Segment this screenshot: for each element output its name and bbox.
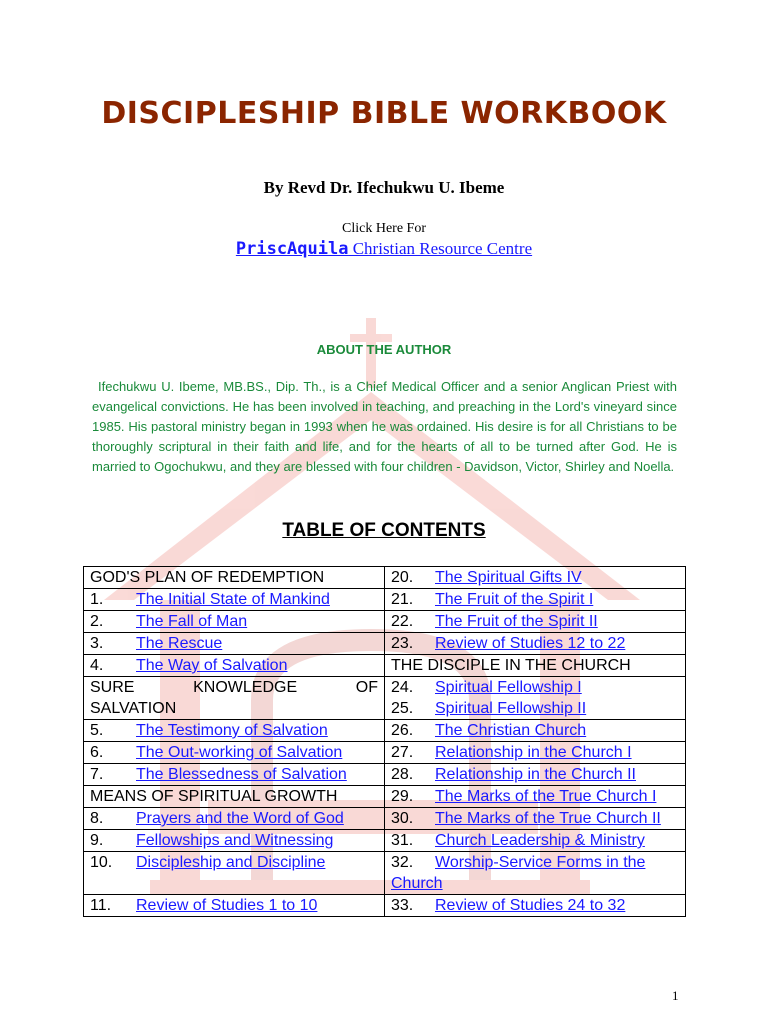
toc-number: 29. (391, 788, 414, 805)
toc-number: 6. (90, 744, 104, 761)
toc-cell-left[interactable] (84, 742, 385, 764)
table-row (84, 611, 686, 633)
toc-cell-right (385, 655, 686, 677)
about-author-heading: ABOUT THE AUTHOR (316, 342, 452, 357)
table-row (84, 852, 686, 874)
document-title: DISCIPLESHIP BIBLE WORKBOOK (101, 96, 667, 131)
toc-cell-left (84, 786, 385, 808)
table-row (84, 589, 686, 611)
toc-cell-left[interactable] (84, 611, 385, 633)
table-row (84, 633, 686, 655)
toc-number: 11. (90, 897, 112, 914)
toc-cell-left (84, 873, 385, 895)
table-row (84, 786, 686, 808)
toc-number: 31. (391, 832, 414, 849)
toc-link[interactable]: Worship-Service Forms in the (435, 854, 646, 871)
table-of-contents-heading: TABLE OF CONTENTS (282, 520, 486, 541)
toc-link[interactable]: The Testimony of Salvation (136, 722, 328, 739)
toc-cell-right[interactable] (385, 611, 686, 633)
toc-cell-left[interactable] (84, 633, 385, 655)
toc-number: 5. (90, 722, 104, 739)
toc-cell-left[interactable] (84, 655, 385, 677)
toc-link[interactable]: Fellowships and Witnessing (136, 832, 334, 849)
toc-cell-right[interactable] (385, 698, 686, 720)
toc-number: 4. (90, 657, 104, 674)
toc-cell-right[interactable] (385, 633, 686, 655)
page-number: 1 (672, 988, 679, 1003)
author-byline: By Revd Dr. Ifechukwu U. Ibeme (263, 178, 505, 197)
toc-cell-right[interactable] (385, 567, 686, 589)
toc-link[interactable]: The Christian Church (435, 722, 587, 739)
toc-link[interactable]: Prayers and the Word of God (136, 810, 344, 827)
toc-link[interactable]: The Blessedness of Salvation (136, 766, 347, 783)
toc-number: 25. (391, 700, 414, 717)
toc-number: 7. (90, 766, 104, 783)
toc-section-heading: GOD'S PLAN OF REDEMPTION (90, 569, 325, 586)
toc-cell-right[interactable] (385, 786, 686, 808)
toc-cell-left[interactable] (84, 720, 385, 742)
toc-cell-left[interactable] (84, 852, 385, 874)
toc-number: 27. (391, 744, 414, 761)
table-row (84, 895, 686, 917)
toc-number: 21. (391, 591, 414, 608)
toc-number: 3. (90, 635, 104, 652)
toc-link[interactable]: Spiritual Fellowship I (435, 679, 582, 696)
toc-number: 24. (391, 679, 414, 696)
toc-number: 20. (391, 569, 414, 586)
toc-link[interactable]: Spiritual Fellowship II (435, 700, 587, 717)
toc-link[interactable]: The Fruit of the Spirit I (435, 591, 594, 608)
click-here-text: Click Here For (342, 221, 426, 236)
toc-link[interactable]: Relationship in the Church II (435, 766, 636, 783)
table-row (84, 567, 686, 589)
toc-section-heading: SURE KNOWLEDGE OF (90, 679, 378, 696)
toc-link[interactable]: The Fruit of the Spirit II (435, 613, 598, 630)
toc-cell-right[interactable] (385, 830, 686, 852)
about-author-paragraph: Ifechukwu U. Ibeme, MB.BS., Dip. Th., is a Chief Medical Officer and a senior Anglican Priest with evangelical convictions. He has been involved in teaching, and preaching in the Lord's vineyard since 1985. His pastoral ministry began in 1993 when he was ordained. His desire is for all Christians to be thoroughly scriptural in their faith and life, and for the hearts of all to be turned after God. He is married to Ogochukwu, and they are blessed with four children - Davidson, Victor, Shirley and Noella. (92, 379, 677, 474)
toc-cell-right[interactable] (385, 742, 686, 764)
toc-cell-right[interactable] (385, 808, 686, 830)
table-row (84, 655, 686, 677)
toc-cell-right[interactable] (385, 764, 686, 786)
table-row (84, 742, 686, 764)
toc-link[interactable]: The Way of Salvation (136, 657, 288, 674)
toc-link[interactable]: The Spiritual Gifts IV (435, 569, 582, 586)
toc-link[interactable]: The Fall of Man (136, 613, 248, 630)
table-row (84, 764, 686, 786)
toc-link[interactable]: Relationship in the Church I (435, 744, 632, 761)
table-row (84, 830, 686, 852)
toc-link[interactable]: Church (391, 875, 443, 892)
table-row (84, 720, 686, 742)
toc-number: 22. (391, 613, 414, 630)
toc-number: 28. (391, 766, 414, 783)
resource-centre-text[interactable]: Christian Resource Centre (348, 239, 533, 258)
table-of-contents (83, 566, 686, 917)
toc-cell-left (84, 698, 385, 720)
toc-link[interactable]: Review of Studies 24 to 32 (435, 897, 626, 914)
toc-link[interactable]: The Marks of the True Church I (435, 788, 657, 805)
toc-link[interactable]: The Rescue (136, 635, 223, 652)
table-row (84, 677, 686, 699)
table-row (84, 873, 686, 895)
toc-cell-right[interactable] (385, 720, 686, 742)
toc-number: 9. (90, 832, 104, 849)
toc-link[interactable]: The Initial State of Mankind (136, 591, 330, 608)
toc-number: 1. (90, 591, 104, 608)
toc-cell-left[interactable] (84, 895, 385, 917)
toc-link[interactable]: Discipleship and Discipline (136, 854, 326, 871)
toc-cell-left (84, 677, 385, 699)
toc-cell-left[interactable] (84, 808, 385, 830)
toc-link[interactable]: Review of Studies 1 to 10 (136, 897, 318, 914)
toc-number: 2. (90, 613, 104, 630)
toc-section-heading: SALVATION (90, 700, 177, 717)
toc-number: 8. (90, 810, 104, 827)
toc-cell-left[interactable] (84, 830, 385, 852)
toc-cell-left[interactable] (84, 589, 385, 611)
toc-number: 26. (391, 722, 414, 739)
toc-cell-left (84, 567, 385, 589)
toc-cell-left[interactable] (84, 764, 385, 786)
toc-number: 30. (391, 810, 414, 827)
toc-number: 10. (90, 854, 113, 871)
resource-centre-link[interactable] (0, 239, 768, 259)
toc-number: 32. (391, 854, 414, 871)
table-row (84, 698, 686, 720)
toc-number: 33. (391, 897, 414, 914)
toc-link[interactable]: The Marks of the True Church II (435, 810, 661, 827)
toc-cell-right[interactable] (385, 852, 686, 874)
priscaquila-brand-link[interactable]: PriscAquila (235, 239, 349, 259)
toc-link[interactable]: Review of Studies 12 to 22 (435, 635, 626, 652)
table-row (84, 808, 686, 830)
toc-cell-right[interactable] (385, 873, 686, 895)
toc-cell-right[interactable] (385, 895, 686, 917)
toc-section-heading: MEANS OF SPIRITUAL GROWTH (90, 788, 338, 805)
toc-number: 23. (391, 635, 414, 652)
toc-cell-right[interactable] (385, 677, 686, 699)
toc-link[interactable]: Church Leadership & Ministry (435, 832, 645, 849)
toc-section-heading: THE DISCIPLE IN THE CHURCH (391, 657, 631, 674)
toc-cell-right[interactable] (385, 589, 686, 611)
toc-link[interactable]: The Out-working of Salvation (136, 744, 343, 761)
